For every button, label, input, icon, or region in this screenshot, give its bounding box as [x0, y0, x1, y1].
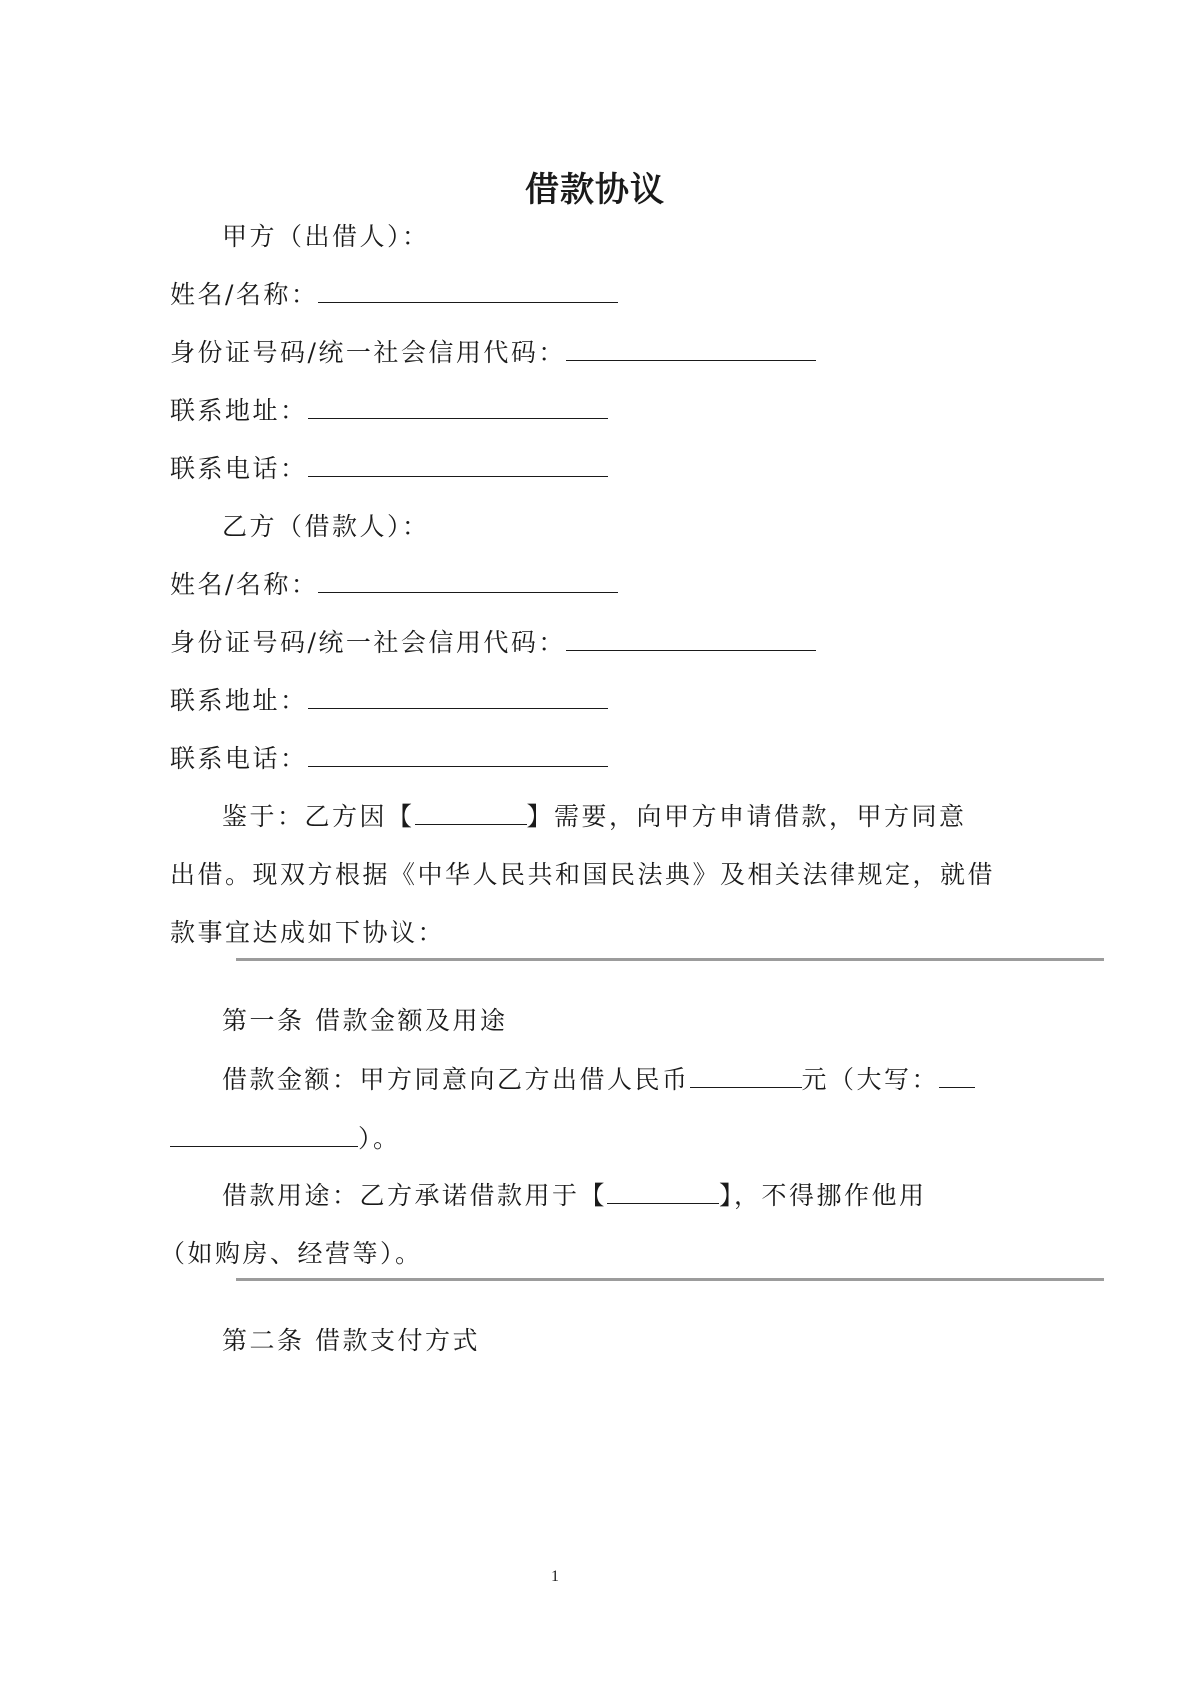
party-b-address-blank[interactable]: [308, 686, 608, 709]
article-1-amount-mid: 元（大写：: [801, 1065, 940, 1094]
party-a-name-row: [170, 278, 618, 312]
party-a-address-blank[interactable]: [308, 396, 608, 419]
party-a-name-blank[interactable]: [318, 280, 618, 303]
party-b-phone-label: 联系电话：: [170, 744, 308, 773]
whereas-prefix: 鉴于：乙方因【: [222, 802, 415, 831]
party-b-name-blank[interactable]: [318, 570, 618, 593]
party-a-address-label: 联系地址：: [170, 396, 308, 425]
loan-purpose-blank[interactable]: [607, 1181, 719, 1204]
article-1-amount-end: ）。: [358, 1124, 401, 1153]
section-divider-2: [236, 1278, 1104, 1281]
party-a-phone-blank[interactable]: [308, 454, 608, 477]
party-a-heading: 甲方（出借人）：: [222, 222, 430, 251]
whereas-line-3: 款事宜达成如下协议：: [170, 918, 446, 947]
article-1-purpose-suffix: 】，不得挪作他用: [719, 1181, 927, 1210]
article-1-amount-line-1: [222, 1063, 975, 1097]
whereas-reason-blank[interactable]: [415, 802, 527, 825]
party-b-address-label: 联系地址：: [170, 686, 308, 715]
party-b-id-blank[interactable]: [566, 628, 816, 651]
article-1-purpose-prefix: 借款用途：乙方承诺借款用于【: [222, 1181, 608, 1210]
whereas-suffix: 】需要，向甲方申请借款，甲方同意: [526, 802, 967, 831]
party-b-name-label: 姓名/名称：: [170, 570, 319, 599]
party-a-phone-label: 联系电话：: [170, 454, 308, 483]
party-a-name-label: 姓名/名称：: [170, 280, 319, 309]
article-1-amount-prefix: 借款金额：甲方同意向乙方出借人民币: [222, 1065, 690, 1094]
party-a-id-label: 身份证号码/统一社会信用代码：: [170, 338, 566, 367]
party-a-phone-row: [170, 452, 608, 486]
loan-amount-words-blank-start[interactable]: [939, 1065, 975, 1088]
loan-amount-words-blank-cont[interactable]: [170, 1124, 358, 1147]
party-a-id-row: [170, 336, 816, 370]
party-b-id-row: [170, 626, 816, 660]
whereas-line-1: [222, 800, 967, 834]
whereas-line-2: 出借。现双方根据《中华人民共和国民法典》及相关法律规定，就借: [170, 860, 996, 889]
party-b-phone-row: [170, 742, 608, 776]
party-b-phone-blank[interactable]: [308, 744, 608, 767]
party-b-name-row: [170, 568, 618, 602]
party-b-address-row: [170, 684, 608, 718]
party-a-id-blank[interactable]: [566, 338, 816, 361]
article-1-amount-line-2: [170, 1122, 401, 1156]
document-title: 借款协议: [525, 170, 665, 210]
section-divider-1: [236, 958, 1104, 961]
article-1-purpose-line-2: （如购房、经营等）。: [160, 1239, 423, 1268]
article-1-heading: 第一条 借款金额及用途: [222, 1006, 508, 1035]
article-2-heading: 第二条 借款支付方式: [222, 1326, 480, 1355]
page-number: 1: [551, 1568, 559, 1585]
party-b-heading: 乙方（借款人）：: [222, 512, 430, 541]
article-1-purpose-line-1: [222, 1179, 927, 1213]
party-a-address-row: [170, 394, 608, 428]
party-b-id-label: 身份证号码/统一社会信用代码：: [170, 628, 566, 657]
loan-amount-blank[interactable]: [690, 1065, 802, 1088]
